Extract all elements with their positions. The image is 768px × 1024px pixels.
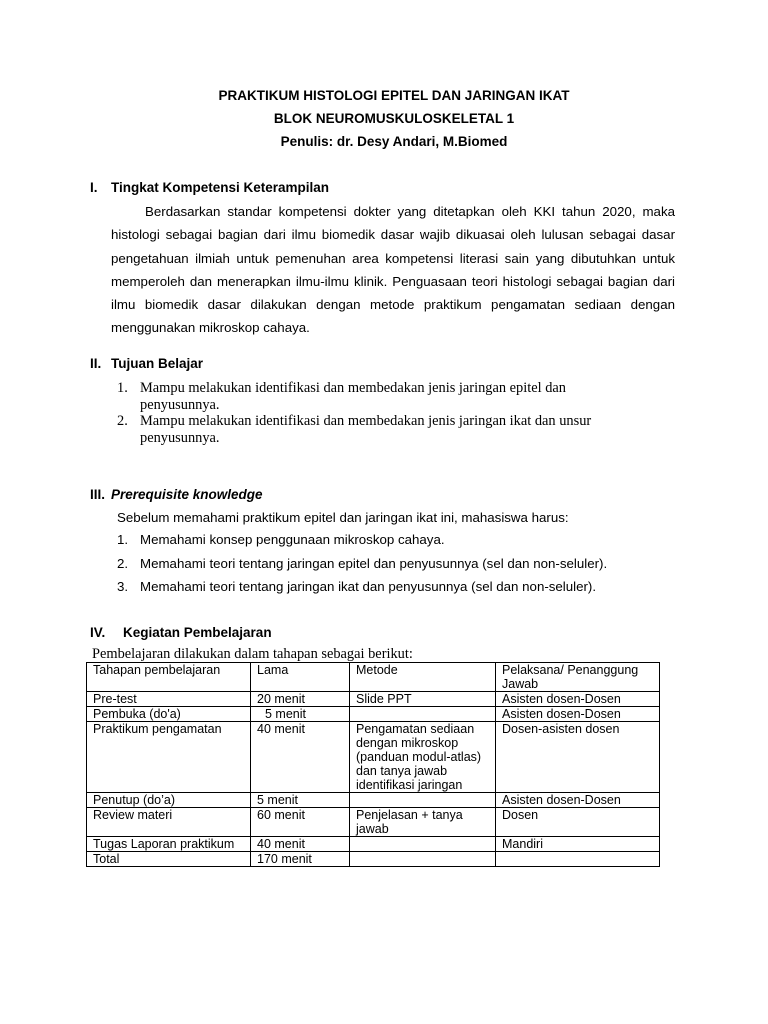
table-cell: Dosen [496, 808, 660, 837]
table-header-cell: Metode [350, 663, 496, 692]
table-cell: Pengamatan sediaan dengan mikroskop (panduan modul-atlas) dan tanya jawab identifikasi jaringan [350, 722, 496, 793]
table-cell: Slide PPT [350, 692, 496, 707]
table-cell: Pembuka (do'a) [87, 707, 251, 722]
table-row [87, 837, 660, 852]
table-cell: Review materi [87, 808, 251, 837]
table-row [87, 808, 660, 837]
table-cell: 20 menit [251, 692, 350, 707]
table-cell: Penutup (do’a) [87, 793, 251, 808]
list-item: 2. Mampu melakukan identifikasi dan membedakan jenis jaringan ikat dan unsur penyusunnya. [117, 413, 592, 446]
table-header-cell: Lama [251, 663, 350, 692]
table-cell [496, 852, 660, 867]
learning-activities-table [86, 662, 660, 867]
table-row [87, 722, 660, 793]
section-4-intro: Pembelajaran dilakukan dalam tahapan sebagai berikut: [92, 646, 413, 662]
table-cell: Asisten dosen-Dosen [496, 793, 660, 808]
table-cell: 40 menit [251, 722, 350, 793]
table-cell: 60 menit [251, 808, 350, 837]
section-1-heading: Tingkat Kompetensi Keterampilan [111, 180, 330, 195]
section-2-number: II. [90, 356, 102, 371]
table-cell [350, 793, 496, 808]
list-item: 2. Memahami teori tentang jaringan epitel dan penyusunnya (sel dan non-seluler). [117, 555, 608, 571]
document-title: PRAKTIKUM HISTOLOGI EPITEL DAN JARINGAN IKAT [218, 88, 570, 103]
table-header-cell: Pelaksana/ Penanggung Jawab [496, 663, 660, 692]
document-subtitle: BLOK NEUROMUSKULOSKELETAL 1 [273, 111, 515, 126]
list-item: 1. Memahami konsep penggunaan mikroskop cahaya. [117, 532, 445, 547]
table-cell: 40 menit [251, 837, 350, 852]
learning-objectives-list [112, 380, 642, 446]
table-cell: 170 menit [251, 852, 350, 867]
section-3-heading: Prerequisite knowledge [111, 487, 263, 502]
table-header-row [87, 663, 660, 692]
table-cell: Tugas Laporan praktikum [87, 837, 251, 852]
table-row [87, 692, 660, 707]
table-cell [350, 852, 496, 867]
section-2-heading: Tujuan Belajar [111, 356, 204, 371]
document-author: Penulis: dr. Desy Andari, M.Biomed [280, 134, 508, 149]
table-cell: Mandiri [496, 837, 660, 852]
list-item: 3. Memahami teori tentang jaringan ikat dan penyusunnya (sel dan non-seluler). [117, 579, 597, 594]
table-cell: 5 menit [251, 793, 350, 808]
table-header-cell: Tahapan pembelajaran [87, 663, 251, 692]
table-cell: Asisten dosen-Dosen [496, 692, 660, 707]
table-row [87, 793, 660, 808]
list-item: 1. Mampu melakukan identifikasi dan membedakan jenis jaringan epitel dan penyusunnya. [117, 380, 566, 413]
table-cell: Praktikum pengamatan [87, 722, 251, 793]
table-cell: Dosen-asisten dosen [496, 722, 660, 793]
section-4-heading: Kegiatan Pembelajaran [123, 625, 272, 640]
table-cell [350, 837, 496, 852]
section-3-number: III. [90, 487, 106, 502]
table-cell: Penjelasan + tanya jawab [350, 808, 496, 837]
section-4-number: IV. [90, 625, 106, 640]
table-cell: Asisten dosen-Dosen [496, 707, 660, 722]
table-cell: 5 menit [251, 707, 350, 722]
section-3-intro: Sebelum memahami praktikum epitel dan jaringan ikat ini, mahasiswa harus: [117, 510, 569, 525]
section-1-number: I. [90, 180, 98, 195]
table-row [87, 852, 660, 867]
table-cell [350, 707, 496, 722]
section-1-paragraph: Berdasarkan standar kompetensi dokter yang ditetapkan oleh KKI tahun 2020, maka histologi sebagai bagian dari ilmu biomedik dasar wajib dikuasai oleh lulusan sebagai dasar pengetahuan ilmiah untuk pemenuhan area kompetensi literasi sain yang dibutuhkan untuk memperoleh dan menerapkan ilmu-ilmu klinik. Penguasaan teori histologi sebagai bagian dari ilmu biomedik dasar dilakukan dengan metode praktikum pengamatan sediaan dengan menggunakan mikroskop cahaya. [111, 204, 675, 336]
table-cell: Total [87, 852, 251, 867]
table-row [87, 707, 660, 722]
prerequisite-list [112, 528, 672, 599]
table-cell: Pre-test [87, 692, 251, 707]
